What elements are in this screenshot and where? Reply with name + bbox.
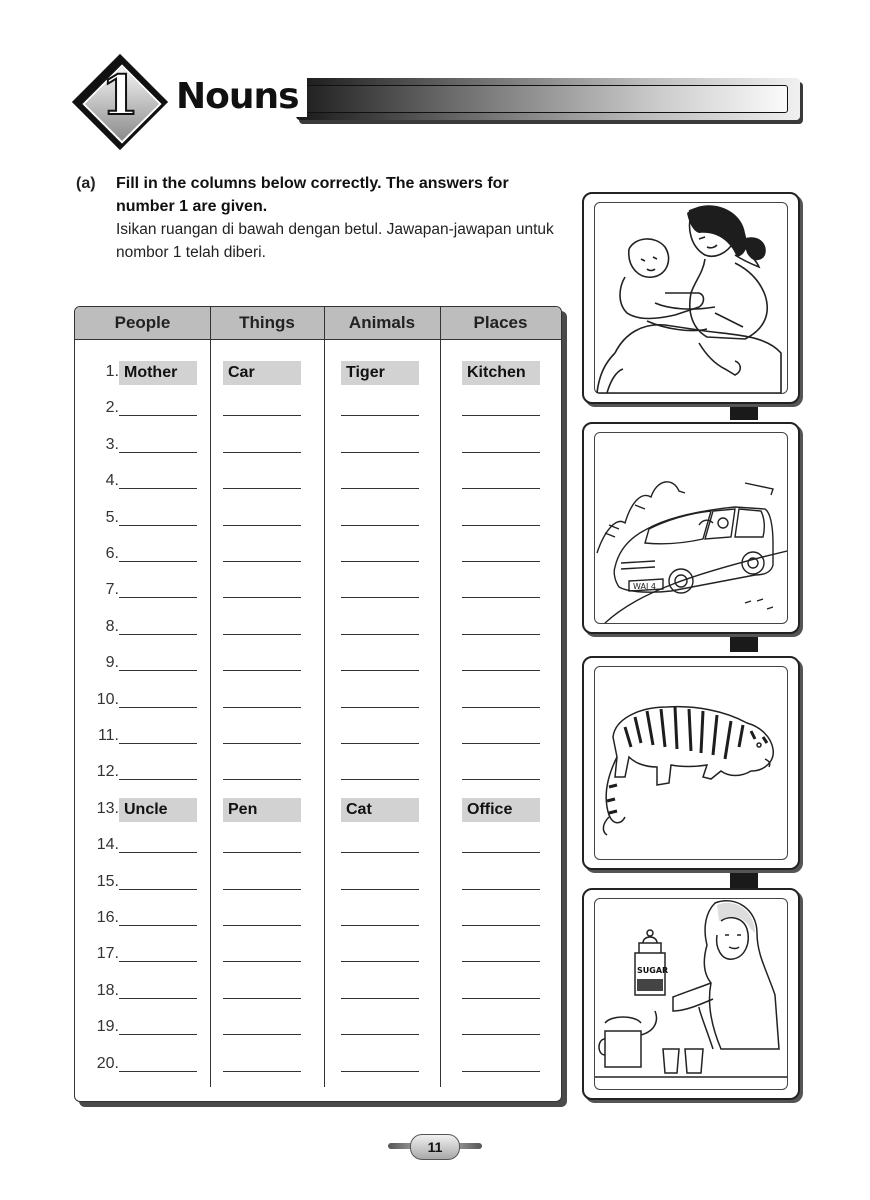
answer-blank[interactable] bbox=[119, 779, 197, 780]
answer-blank[interactable] bbox=[119, 1034, 197, 1035]
instruction-english: Fill in the columns below correctly. The answers for number 1 are given. bbox=[116, 175, 509, 215]
answer-blank[interactable] bbox=[223, 779, 301, 780]
answer-blank[interactable] bbox=[341, 597, 419, 598]
row-number: 17. bbox=[96, 945, 119, 963]
answer-blank[interactable] bbox=[462, 525, 540, 526]
answer-blank[interactable] bbox=[462, 1071, 540, 1072]
answer-blank[interactable] bbox=[223, 415, 301, 416]
chapter-badge bbox=[72, 54, 168, 150]
noun-table bbox=[74, 306, 562, 1102]
row-number: 19. bbox=[96, 1018, 119, 1036]
answer-blank[interactable] bbox=[223, 1071, 301, 1072]
row-number: 9. bbox=[105, 654, 119, 672]
given-answer: Uncle bbox=[119, 798, 197, 822]
answer-blank[interactable] bbox=[119, 1071, 197, 1072]
answer-blank[interactable] bbox=[223, 852, 301, 853]
answer-blank[interactable] bbox=[341, 961, 419, 962]
table-row bbox=[75, 869, 561, 899]
chapter-number: 1 bbox=[101, 63, 139, 127]
row-number: 13. bbox=[96, 799, 119, 817]
page-title: Nouns bbox=[176, 76, 307, 117]
answer-blank[interactable] bbox=[341, 889, 419, 890]
answer-blank[interactable] bbox=[341, 998, 419, 999]
answer-blank[interactable] bbox=[462, 852, 540, 853]
row-number: 18. bbox=[96, 981, 119, 999]
given-answer: Mother bbox=[119, 361, 197, 385]
answer-blank[interactable] bbox=[462, 961, 540, 962]
answer-blank[interactable] bbox=[462, 488, 540, 489]
table-row bbox=[75, 723, 561, 753]
table-row bbox=[75, 1051, 561, 1081]
table-row bbox=[75, 687, 561, 717]
table-row bbox=[75, 468, 561, 498]
answer-blank[interactable] bbox=[223, 889, 301, 890]
answer-blank[interactable] bbox=[119, 452, 197, 453]
answer-blank[interactable] bbox=[119, 961, 197, 962]
answer-blank[interactable] bbox=[119, 597, 197, 598]
row-number: 4. bbox=[105, 472, 119, 490]
answer-blank[interactable] bbox=[223, 452, 301, 453]
table-row bbox=[75, 395, 561, 425]
answer-blank[interactable] bbox=[462, 998, 540, 999]
row-number: 14. bbox=[96, 836, 119, 854]
answer-blank[interactable] bbox=[223, 670, 301, 671]
table-row bbox=[75, 432, 561, 462]
answer-blank[interactable] bbox=[341, 1071, 419, 1072]
answer-blank[interactable] bbox=[223, 925, 301, 926]
answer-blank[interactable] bbox=[341, 743, 419, 744]
column-header-animals: Animals bbox=[348, 313, 416, 332]
row-number: 6. bbox=[105, 545, 119, 562]
picture-tiger bbox=[582, 656, 800, 870]
row-number: 16. bbox=[96, 909, 119, 926]
answer-blank[interactable] bbox=[119, 707, 197, 708]
car-plate: WAJ 4 bbox=[633, 582, 656, 591]
picture-kitchen bbox=[582, 888, 800, 1100]
answer-blank[interactable] bbox=[223, 561, 301, 562]
answer-blank[interactable] bbox=[341, 1034, 419, 1035]
answer-blank[interactable] bbox=[119, 852, 197, 853]
answer-blank[interactable] bbox=[223, 1034, 301, 1035]
row-number: 1. bbox=[105, 363, 119, 380]
answer-blank[interactable] bbox=[223, 488, 301, 489]
answer-blank[interactable] bbox=[341, 488, 419, 489]
answer-blank[interactable] bbox=[119, 743, 197, 744]
answer-blank[interactable] bbox=[341, 452, 419, 453]
title-bar bbox=[296, 78, 800, 120]
answer-blank[interactable] bbox=[119, 634, 197, 635]
answer-blank[interactable] bbox=[223, 998, 301, 999]
answer-blank[interactable] bbox=[119, 925, 197, 926]
row-number: 2. bbox=[105, 399, 119, 417]
given-answer: Cat bbox=[341, 798, 419, 822]
answer-blank[interactable] bbox=[462, 779, 540, 780]
answer-blank[interactable] bbox=[341, 670, 419, 671]
picture-mother bbox=[582, 192, 800, 404]
table-row bbox=[75, 650, 561, 680]
answer-blank[interactable] bbox=[462, 743, 540, 744]
given-answer: Car bbox=[223, 361, 301, 385]
answer-blank[interactable] bbox=[462, 925, 540, 926]
page-number: 11 bbox=[410, 1134, 460, 1160]
mother-and-baby-image bbox=[595, 203, 787, 393]
answer-blank[interactable] bbox=[341, 925, 419, 926]
row-number: 7. bbox=[105, 581, 119, 599]
answer-blank[interactable] bbox=[223, 597, 301, 598]
answer-blank[interactable] bbox=[341, 852, 419, 853]
answer-blank[interactable] bbox=[223, 707, 301, 708]
answer-blank[interactable] bbox=[119, 488, 197, 489]
table-row bbox=[75, 614, 561, 644]
answer-blank[interactable] bbox=[462, 889, 540, 890]
table-row bbox=[75, 541, 561, 571]
answer-blank[interactable] bbox=[462, 597, 540, 598]
answer-blank[interactable] bbox=[223, 743, 301, 744]
table-row bbox=[75, 1014, 561, 1044]
jar-label: SUGAR bbox=[637, 966, 669, 975]
table-row bbox=[75, 941, 561, 971]
answer-blank[interactable] bbox=[223, 634, 301, 635]
woman-kitchen-image bbox=[595, 899, 787, 1089]
row-number: 15. bbox=[96, 872, 119, 890]
row-number: 5. bbox=[105, 508, 119, 526]
picture-car bbox=[582, 422, 800, 634]
row-number: 10. bbox=[96, 690, 119, 708]
column-header-things: Things bbox=[239, 313, 295, 332]
given-answer: Kitchen bbox=[462, 361, 540, 385]
answer-blank[interactable] bbox=[223, 961, 301, 962]
row-number: 12. bbox=[96, 763, 119, 781]
column-header-places: Places bbox=[473, 313, 528, 332]
answer-blank[interactable] bbox=[462, 452, 540, 453]
table-row bbox=[75, 905, 561, 935]
answer-blank[interactable] bbox=[341, 415, 419, 416]
table-row bbox=[75, 505, 561, 535]
table-row bbox=[75, 796, 561, 826]
row-number: 8. bbox=[105, 617, 119, 635]
answer-blank[interactable] bbox=[462, 1034, 540, 1035]
table-header bbox=[75, 307, 561, 340]
column-header-people: People bbox=[114, 313, 171, 332]
answer-blank[interactable] bbox=[341, 707, 419, 708]
given-answer: Tiger bbox=[341, 361, 419, 385]
answer-blank[interactable] bbox=[462, 670, 540, 671]
table-row bbox=[75, 832, 561, 862]
answer-blank[interactable] bbox=[119, 998, 197, 999]
answer-blank[interactable] bbox=[119, 889, 197, 890]
answer-blank[interactable] bbox=[341, 561, 419, 562]
answer-blank[interactable] bbox=[462, 634, 540, 635]
answer-blank[interactable] bbox=[119, 670, 197, 671]
table-row bbox=[75, 359, 561, 389]
answer-blank[interactable] bbox=[462, 415, 540, 416]
answer-blank[interactable] bbox=[223, 525, 301, 526]
chapter-header bbox=[0, 0, 870, 150]
row-number: 3. bbox=[105, 435, 119, 453]
answer-blank[interactable] bbox=[119, 525, 197, 526]
illustration-strip bbox=[582, 190, 800, 1100]
table-row bbox=[75, 978, 561, 1008]
answer-blank[interactable] bbox=[119, 415, 197, 416]
answer-blank[interactable] bbox=[119, 561, 197, 562]
table-row bbox=[75, 577, 561, 607]
given-answer: Pen bbox=[223, 798, 301, 822]
car-image bbox=[595, 433, 787, 623]
answer-blank[interactable] bbox=[462, 707, 540, 708]
answer-blank[interactable] bbox=[341, 634, 419, 635]
instruction-malay: Isikan ruangan di bawah dengan betul. Jawapan-jawapan untuk nombor 1 telah diberi. bbox=[116, 221, 554, 261]
tiger-image bbox=[595, 667, 787, 857]
question-label: (a) bbox=[76, 175, 96, 192]
row-number: 20. bbox=[96, 1054, 119, 1072]
answer-blank[interactable] bbox=[341, 525, 419, 526]
given-answer: Office bbox=[462, 798, 540, 822]
table-row bbox=[75, 759, 561, 789]
row-number: 11. bbox=[97, 727, 119, 744]
answer-blank[interactable] bbox=[462, 561, 540, 562]
answer-blank[interactable] bbox=[341, 779, 419, 780]
